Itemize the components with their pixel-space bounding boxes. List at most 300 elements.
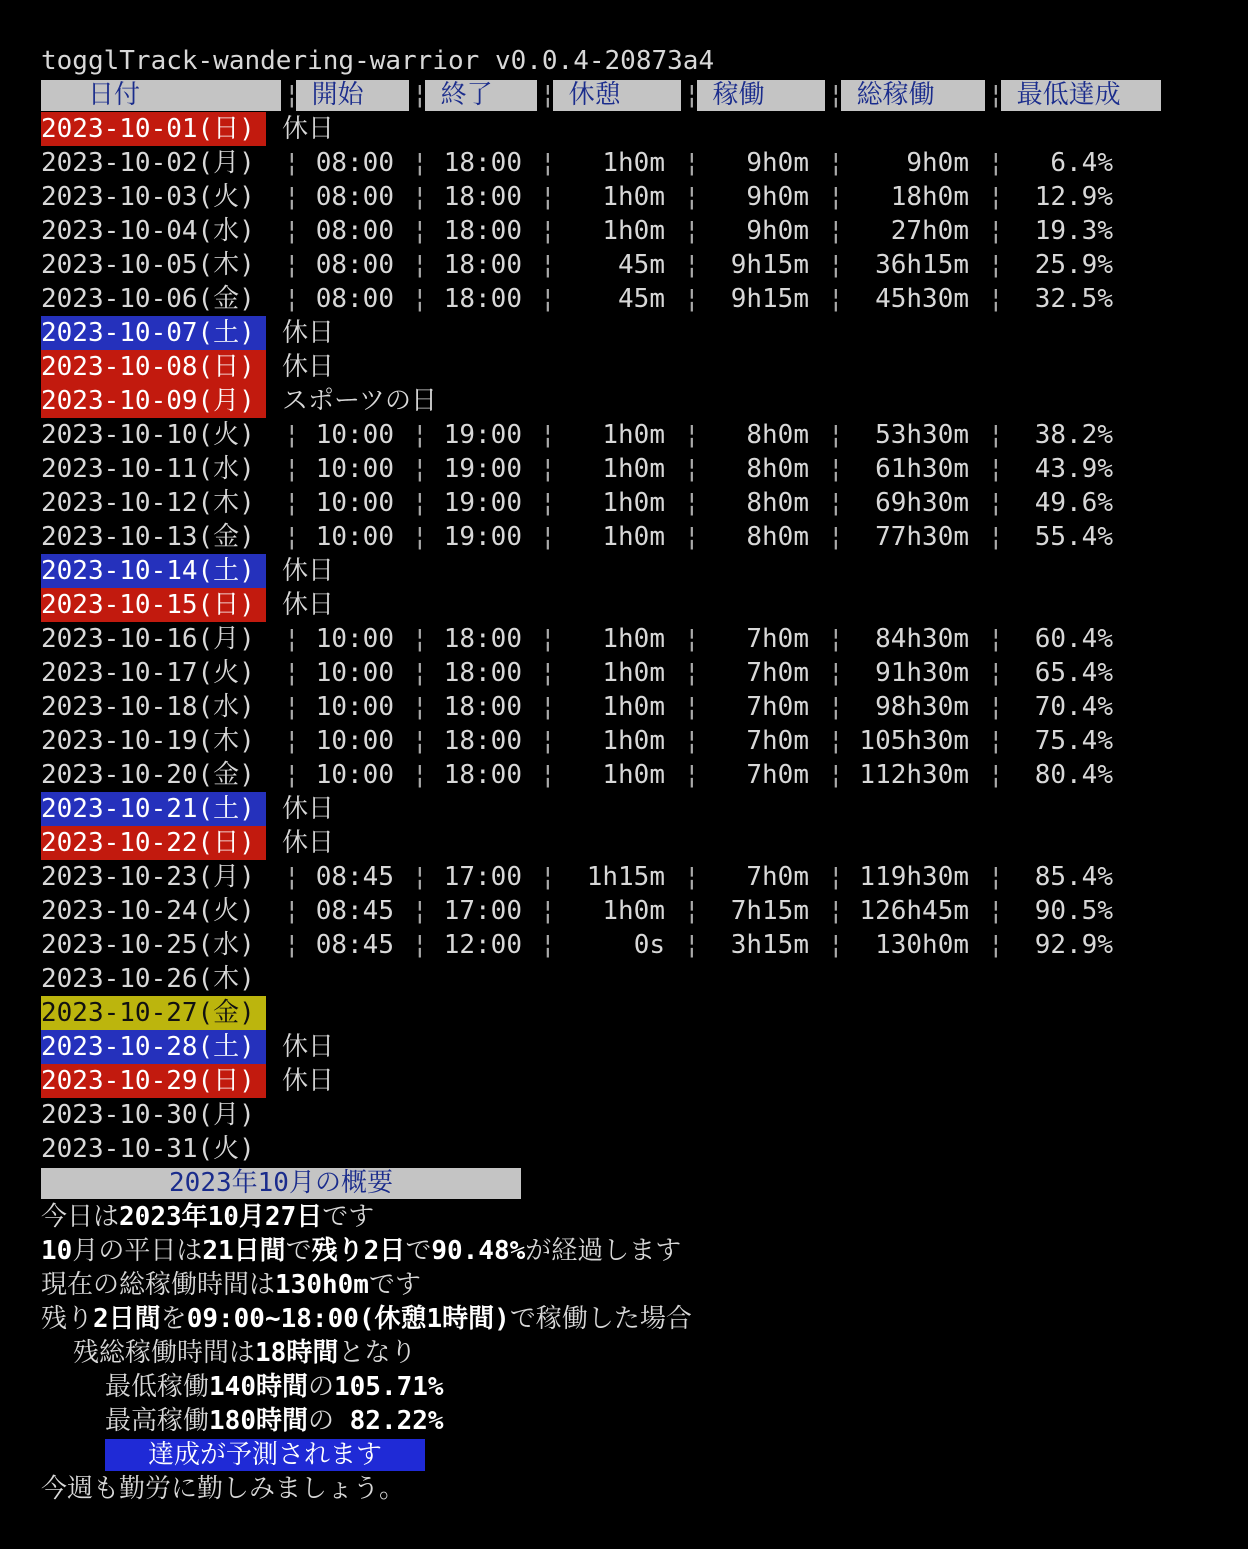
column-separator: ¦ (540, 250, 556, 280)
column-separator: ¦ (540, 760, 556, 790)
cell-start: 08:00 (315, 216, 394, 246)
cell-achieve: 12.9% (1034, 182, 1113, 212)
cell-work: 7h0m (746, 658, 809, 688)
cell-total: 98h30m (875, 692, 969, 722)
cell-achieve: 65.4% (1034, 658, 1113, 688)
app-title: togglTrack-wandering-warrior v0.0.4-20873a4 (41, 46, 715, 76)
column-separator: ¦ (828, 182, 844, 212)
cell-end: 18:00 (443, 760, 522, 790)
column-separator: ¦ (988, 862, 1004, 892)
column-separator: ¦ (684, 454, 700, 484)
cell-end: 19:00 (443, 522, 522, 552)
column-separator: ¦ (988, 930, 1004, 960)
table-row (41, 1132, 714, 1166)
column-separator: ¦ (828, 760, 844, 790)
row-date: 2023-10-16(月) (41, 624, 255, 654)
column-header: 稼働 (697, 80, 825, 111)
column-separator: ¦ (412, 896, 428, 926)
column-separator: ¦ (828, 658, 844, 688)
column-separator: ¦ (684, 930, 700, 960)
cell-achieve: 49.6% (1034, 488, 1113, 518)
column-separator: ¦ (284, 250, 300, 280)
cell-start: 10:00 (315, 692, 394, 722)
cell-total: 112h30m (859, 760, 969, 790)
column-separator: ¦ (828, 80, 844, 110)
column-separator: ¦ (284, 624, 300, 654)
cell-work: 8h0m (746, 488, 809, 518)
table-row (41, 792, 714, 826)
cell-break: 1h15m (586, 862, 665, 892)
cell-work: 9h15m (730, 250, 809, 280)
column-separator: ¦ (412, 930, 428, 960)
cell-work: 9h15m (730, 284, 809, 314)
summary-text: 最低稼働 (105, 1372, 210, 1402)
cell-achieve: 38.2% (1034, 420, 1113, 450)
row-date: 2023-10-21(土) (41, 792, 266, 826)
cell-break: 1h0m (602, 726, 665, 756)
row-date: 2023-10-27(金) (41, 996, 266, 1030)
column-separator: ¦ (988, 624, 1004, 654)
prediction-line (41, 1438, 714, 1472)
column-separator: ¦ (684, 182, 700, 212)
row-date: 2023-10-11(水) (41, 454, 255, 484)
column-separator: ¦ (412, 692, 428, 722)
cell-work: 9h0m (746, 182, 809, 212)
cell-work: 7h0m (746, 624, 809, 654)
column-separator: ¦ (412, 148, 428, 178)
cell-start: 10:00 (315, 522, 394, 552)
cell-start: 08:00 (315, 250, 394, 280)
row-date: 2023-10-23(月) (41, 862, 255, 892)
cell-achieve: 55.4% (1034, 522, 1113, 552)
cell-end: 19:00 (443, 454, 522, 484)
summary-text: を (160, 1304, 187, 1334)
column-separator: ¦ (412, 216, 428, 246)
column-separator: ¦ (412, 250, 428, 280)
cell-start: 10:00 (315, 726, 394, 756)
cell-achieve: 75.4% (1034, 726, 1113, 756)
column-separator: ¦ (684, 862, 700, 892)
cell-break: 45m (618, 284, 665, 314)
row-date: 2023-10-24(火) (41, 896, 255, 926)
cell-total: 105h30m (859, 726, 969, 756)
row-date: 2023-10-30(月) (41, 1100, 255, 1130)
column-separator: ¦ (684, 250, 700, 280)
cell-achieve: 60.4% (1034, 624, 1113, 654)
row-date: 2023-10-22(日) (41, 826, 266, 860)
cell-total: 119h30m (859, 862, 969, 892)
column-separator: ¦ (284, 182, 300, 212)
cell-end: 17:00 (443, 862, 522, 892)
column-separator: ¦ (412, 624, 428, 654)
table-row (41, 1098, 714, 1132)
summary-value: 130h0m (275, 1270, 369, 1300)
column-separator: ¦ (988, 216, 1004, 246)
column-separator: ¦ (828, 454, 844, 484)
table-row (41, 520, 1113, 554)
cell-start: 10:00 (315, 488, 394, 518)
column-separator: ¦ (684, 216, 700, 246)
cell-end: 19:00 (443, 420, 522, 450)
cell-achieve: 80.4% (1034, 760, 1113, 790)
cell-work: 7h0m (746, 862, 809, 892)
cell-total: 45h30m (875, 284, 969, 314)
cell-start: 10:00 (315, 760, 394, 790)
summary-line (41, 1336, 714, 1370)
column-separator: ¦ (540, 930, 556, 960)
column-separator: ¦ (540, 726, 556, 756)
column-separator: ¦ (988, 658, 1004, 688)
table-row (41, 316, 714, 350)
table-row (41, 384, 714, 418)
table-row (41, 452, 1113, 486)
table-header (41, 78, 1121, 112)
column-header: 最低達成 (1001, 80, 1161, 111)
table-row (41, 1064, 714, 1098)
column-separator: ¦ (412, 760, 428, 790)
row-date: 2023-10-29(日) (41, 1064, 266, 1098)
table-row (41, 724, 1113, 758)
column-separator: ¦ (284, 522, 300, 552)
row-note: 休日 (282, 114, 335, 144)
column-separator: ¦ (540, 522, 556, 552)
column-separator: ¦ (828, 862, 844, 892)
column-separator: ¦ (988, 80, 1004, 110)
table-row (41, 622, 1113, 656)
cell-start: 10:00 (315, 658, 394, 688)
summary-text: です (368, 1270, 421, 1300)
column-header: 終了 (425, 80, 537, 111)
column-separator: ¦ (540, 862, 556, 892)
row-note: 休日 (282, 556, 335, 586)
column-separator: ¦ (540, 284, 556, 314)
cell-work: 7h0m (746, 760, 809, 790)
row-date: 2023-10-07(土) (41, 316, 266, 350)
summary-text: で稼働した場合 (509, 1304, 692, 1334)
table-row (41, 928, 1113, 962)
table-row (41, 894, 1113, 928)
summary-text: の (307, 1406, 334, 1436)
column-separator: ¦ (412, 284, 428, 314)
column-separator: ¦ (284, 148, 300, 178)
row-note: 休日 (282, 828, 335, 858)
row-note: 休日 (282, 1066, 335, 1096)
cell-end: 18:00 (443, 182, 522, 212)
column-separator: ¦ (684, 658, 700, 688)
column-separator: ¦ (540, 420, 556, 450)
row-date: 2023-10-06(金) (41, 284, 255, 314)
column-separator: ¦ (988, 726, 1004, 756)
summary-text: の (307, 1372, 334, 1402)
column-separator: ¦ (284, 420, 300, 450)
summary-line (41, 1404, 714, 1438)
column-separator: ¦ (988, 182, 1004, 212)
column-separator: ¦ (988, 522, 1004, 552)
cell-total: 130h0m (875, 930, 969, 960)
summary-value: 18時間 (255, 1338, 339, 1368)
cell-total: 18h0m (890, 182, 969, 212)
cell-break: 1h0m (602, 658, 665, 688)
cell-break: 1h0m (602, 420, 665, 450)
column-separator: ¦ (284, 80, 300, 110)
row-note: 休日 (282, 590, 335, 620)
cell-end: 19:00 (443, 488, 522, 518)
row-note: スポーツの日 (282, 386, 437, 416)
row-date: 2023-10-17(火) (41, 658, 255, 688)
column-separator: ¦ (988, 250, 1004, 280)
column-separator: ¦ (684, 896, 700, 926)
row-date: 2023-10-02(月) (41, 148, 255, 178)
cell-total: 61h30m (875, 454, 969, 484)
cell-end: 17:00 (443, 896, 522, 926)
column-separator: ¦ (540, 216, 556, 246)
row-date: 2023-10-14(土) (41, 554, 266, 588)
column-separator: ¦ (828, 624, 844, 654)
cell-start: 08:00 (315, 182, 394, 212)
summary-line (41, 1370, 714, 1404)
row-date: 2023-10-12(木) (41, 488, 255, 518)
table-row (41, 826, 714, 860)
table-row (41, 758, 1113, 792)
cell-start: 08:45 (315, 896, 394, 926)
column-separator: ¦ (284, 862, 300, 892)
cell-work: 8h0m (746, 454, 809, 484)
column-separator: ¦ (412, 726, 428, 756)
cell-break: 1h0m (602, 216, 665, 246)
column-separator: ¦ (284, 284, 300, 314)
cell-start: 08:45 (315, 930, 394, 960)
cell-start: 10:00 (315, 624, 394, 654)
cell-total: 91h30m (875, 658, 969, 688)
column-separator: ¦ (540, 896, 556, 926)
column-separator: ¦ (828, 284, 844, 314)
cell-end: 18:00 (443, 726, 522, 756)
row-note: 休日 (282, 1032, 335, 1062)
cell-break: 1h0m (602, 896, 665, 926)
column-separator: ¦ (684, 420, 700, 450)
summary-text: 最高稼働 (105, 1406, 210, 1436)
cell-break: 1h0m (602, 488, 665, 518)
summary-line (41, 1200, 714, 1234)
column-separator: ¦ (284, 692, 300, 722)
cell-end: 18:00 (443, 658, 522, 688)
table-row (41, 350, 714, 384)
column-separator: ¦ (684, 726, 700, 756)
cell-end: 12:00 (443, 930, 522, 960)
column-separator: ¦ (540, 692, 556, 722)
summary-value: 180時間 (209, 1406, 308, 1436)
table-row (41, 180, 1113, 214)
column-separator: ¦ (540, 624, 556, 654)
row-date: 2023-10-01(日) (41, 112, 266, 146)
column-separator: ¦ (988, 760, 1004, 790)
cell-break: 1h0m (602, 624, 665, 654)
column-separator: ¦ (988, 454, 1004, 484)
row-date: 2023-10-19(木) (41, 726, 255, 756)
cell-break: 0s (633, 930, 665, 960)
table-row (41, 690, 1113, 724)
table-row (41, 248, 1113, 282)
column-separator: ¦ (828, 420, 844, 450)
table-row (41, 486, 1113, 520)
summary-value: 105.71% (334, 1372, 444, 1402)
table-row (41, 996, 714, 1030)
column-separator: ¦ (684, 692, 700, 722)
column-separator: ¦ (828, 488, 844, 518)
cell-total: 69h30m (875, 488, 969, 518)
column-separator: ¦ (412, 420, 428, 450)
cell-start: 10:00 (315, 454, 394, 484)
row-date: 2023-10-18(水) (41, 692, 255, 722)
table-row (41, 146, 1113, 180)
cell-break: 1h0m (602, 522, 665, 552)
column-separator: ¦ (828, 726, 844, 756)
summary-value: 2023年10月27日 (119, 1202, 323, 1232)
prediction-badge: 達成が予測されます (105, 1439, 425, 1471)
cell-work: 8h0m (746, 522, 809, 552)
summary-text: 今日は (41, 1202, 120, 1232)
row-date: 2023-10-25(水) (41, 930, 255, 960)
column-separator: ¦ (988, 488, 1004, 518)
summary-line (41, 1234, 714, 1268)
column-separator: ¦ (828, 148, 844, 178)
cell-work: 9h0m (746, 216, 809, 246)
table-row (41, 554, 714, 588)
column-separator: ¦ (540, 454, 556, 484)
cell-work: 3h15m (730, 930, 809, 960)
summary-value: 90.48% (431, 1236, 526, 1266)
column-separator: ¦ (284, 760, 300, 790)
row-date: 2023-10-15(日) (41, 588, 266, 622)
summary-value: 2日間 (93, 1304, 161, 1334)
table-row (41, 962, 714, 996)
column-separator: ¦ (540, 80, 556, 110)
summary-header (41, 1166, 714, 1200)
column-header: 休憩 (553, 80, 681, 111)
table-row (41, 214, 1113, 248)
cell-start: 08:45 (315, 862, 394, 892)
column-separator: ¦ (988, 896, 1004, 926)
row-date: 2023-10-13(金) (41, 522, 255, 552)
cell-break: 1h0m (602, 760, 665, 790)
cell-total: 126h45m (859, 896, 969, 926)
cell-end: 18:00 (443, 284, 522, 314)
cell-break: 1h0m (602, 692, 665, 722)
cell-total: 84h30m (875, 624, 969, 654)
column-separator: ¦ (828, 522, 844, 552)
column-header: 開始 (296, 80, 409, 111)
table-row (41, 418, 1113, 452)
row-date: 2023-10-31(火) (41, 1134, 255, 1164)
cell-work: 9h0m (746, 148, 809, 178)
summary-value: 09:00~18:00(休憩1時間) (186, 1304, 510, 1334)
cell-achieve: 32.5% (1034, 284, 1113, 314)
column-separator: ¦ (412, 862, 428, 892)
row-note: 休日 (282, 794, 335, 824)
summary-text: で (285, 1236, 312, 1266)
cell-total: 36h15m (875, 250, 969, 280)
column-separator: ¦ (540, 658, 556, 688)
table-row (41, 860, 1113, 894)
cell-break: 45m (618, 250, 665, 280)
row-date: 2023-10-04(水) (41, 216, 255, 246)
row-note: 休日 (282, 352, 335, 382)
cell-start: 08:00 (315, 284, 394, 314)
summary-body (41, 1200, 714, 1438)
cell-total: 27h0m (890, 216, 969, 246)
column-separator: ¦ (684, 284, 700, 314)
column-separator: ¦ (988, 692, 1004, 722)
cell-start: 08:00 (315, 148, 394, 178)
column-separator: ¦ (828, 896, 844, 926)
cell-achieve: 70.4% (1034, 692, 1113, 722)
cell-achieve: 6.4% (1050, 148, 1113, 178)
row-date: 2023-10-03(火) (41, 182, 255, 212)
column-separator: ¦ (412, 454, 428, 484)
column-separator: ¦ (684, 522, 700, 552)
cell-total: 77h30m (875, 522, 969, 552)
cell-work: 7h0m (746, 692, 809, 722)
row-date: 2023-10-20(金) (41, 760, 255, 790)
summary-value: 140時間 (209, 1372, 308, 1402)
summary-text: 残総稼働時間は (73, 1338, 256, 1368)
terminal-output (41, 44, 1121, 1506)
column-separator: ¦ (828, 930, 844, 960)
column-separator: ¦ (284, 726, 300, 756)
column-separator: ¦ (988, 420, 1004, 450)
cell-break: 1h0m (602, 148, 665, 178)
column-separator: ¦ (284, 216, 300, 246)
summary-line (41, 1268, 714, 1302)
cell-break: 1h0m (602, 454, 665, 484)
column-separator: ¦ (828, 692, 844, 722)
row-date: 2023-10-09(月) (41, 384, 266, 418)
column-header: 総稼働 (841, 80, 985, 111)
cell-start: 10:00 (315, 420, 394, 450)
cell-end: 18:00 (443, 250, 522, 280)
column-separator: ¦ (412, 80, 428, 110)
table-row (41, 588, 714, 622)
column-separator: ¦ (284, 454, 300, 484)
cell-achieve: 25.9% (1034, 250, 1113, 280)
column-separator: ¦ (540, 148, 556, 178)
cell-end: 18:00 (443, 624, 522, 654)
column-separator: ¦ (412, 182, 428, 212)
summary-title: 2023年10月の概要 (41, 1168, 521, 1199)
cell-achieve: 92.9% (1034, 930, 1113, 960)
summary-text: 月の平日は (72, 1236, 203, 1266)
column-separator: ¦ (540, 488, 556, 518)
table-body (41, 112, 1113, 1166)
row-note: 休日 (282, 318, 335, 348)
cell-achieve: 43.9% (1034, 454, 1113, 484)
summary-value: 10 (41, 1236, 73, 1266)
cell-end: 18:00 (443, 216, 522, 246)
column-separator: ¦ (284, 658, 300, 688)
column-separator: ¦ (828, 250, 844, 280)
row-date: 2023-10-26(木) (41, 964, 255, 994)
summary-text: が経過します (525, 1236, 682, 1266)
cell-achieve: 85.4% (1034, 862, 1113, 892)
column-separator: ¦ (284, 488, 300, 518)
cell-end: 18:00 (443, 148, 522, 178)
column-separator: ¦ (988, 284, 1004, 314)
row-date: 2023-10-10(火) (41, 420, 255, 450)
cell-total: 53h30m (875, 420, 969, 450)
column-separator: ¦ (684, 80, 700, 110)
column-separator: ¦ (828, 216, 844, 246)
summary-text: 現在の総稼働時間は (41, 1270, 276, 1300)
